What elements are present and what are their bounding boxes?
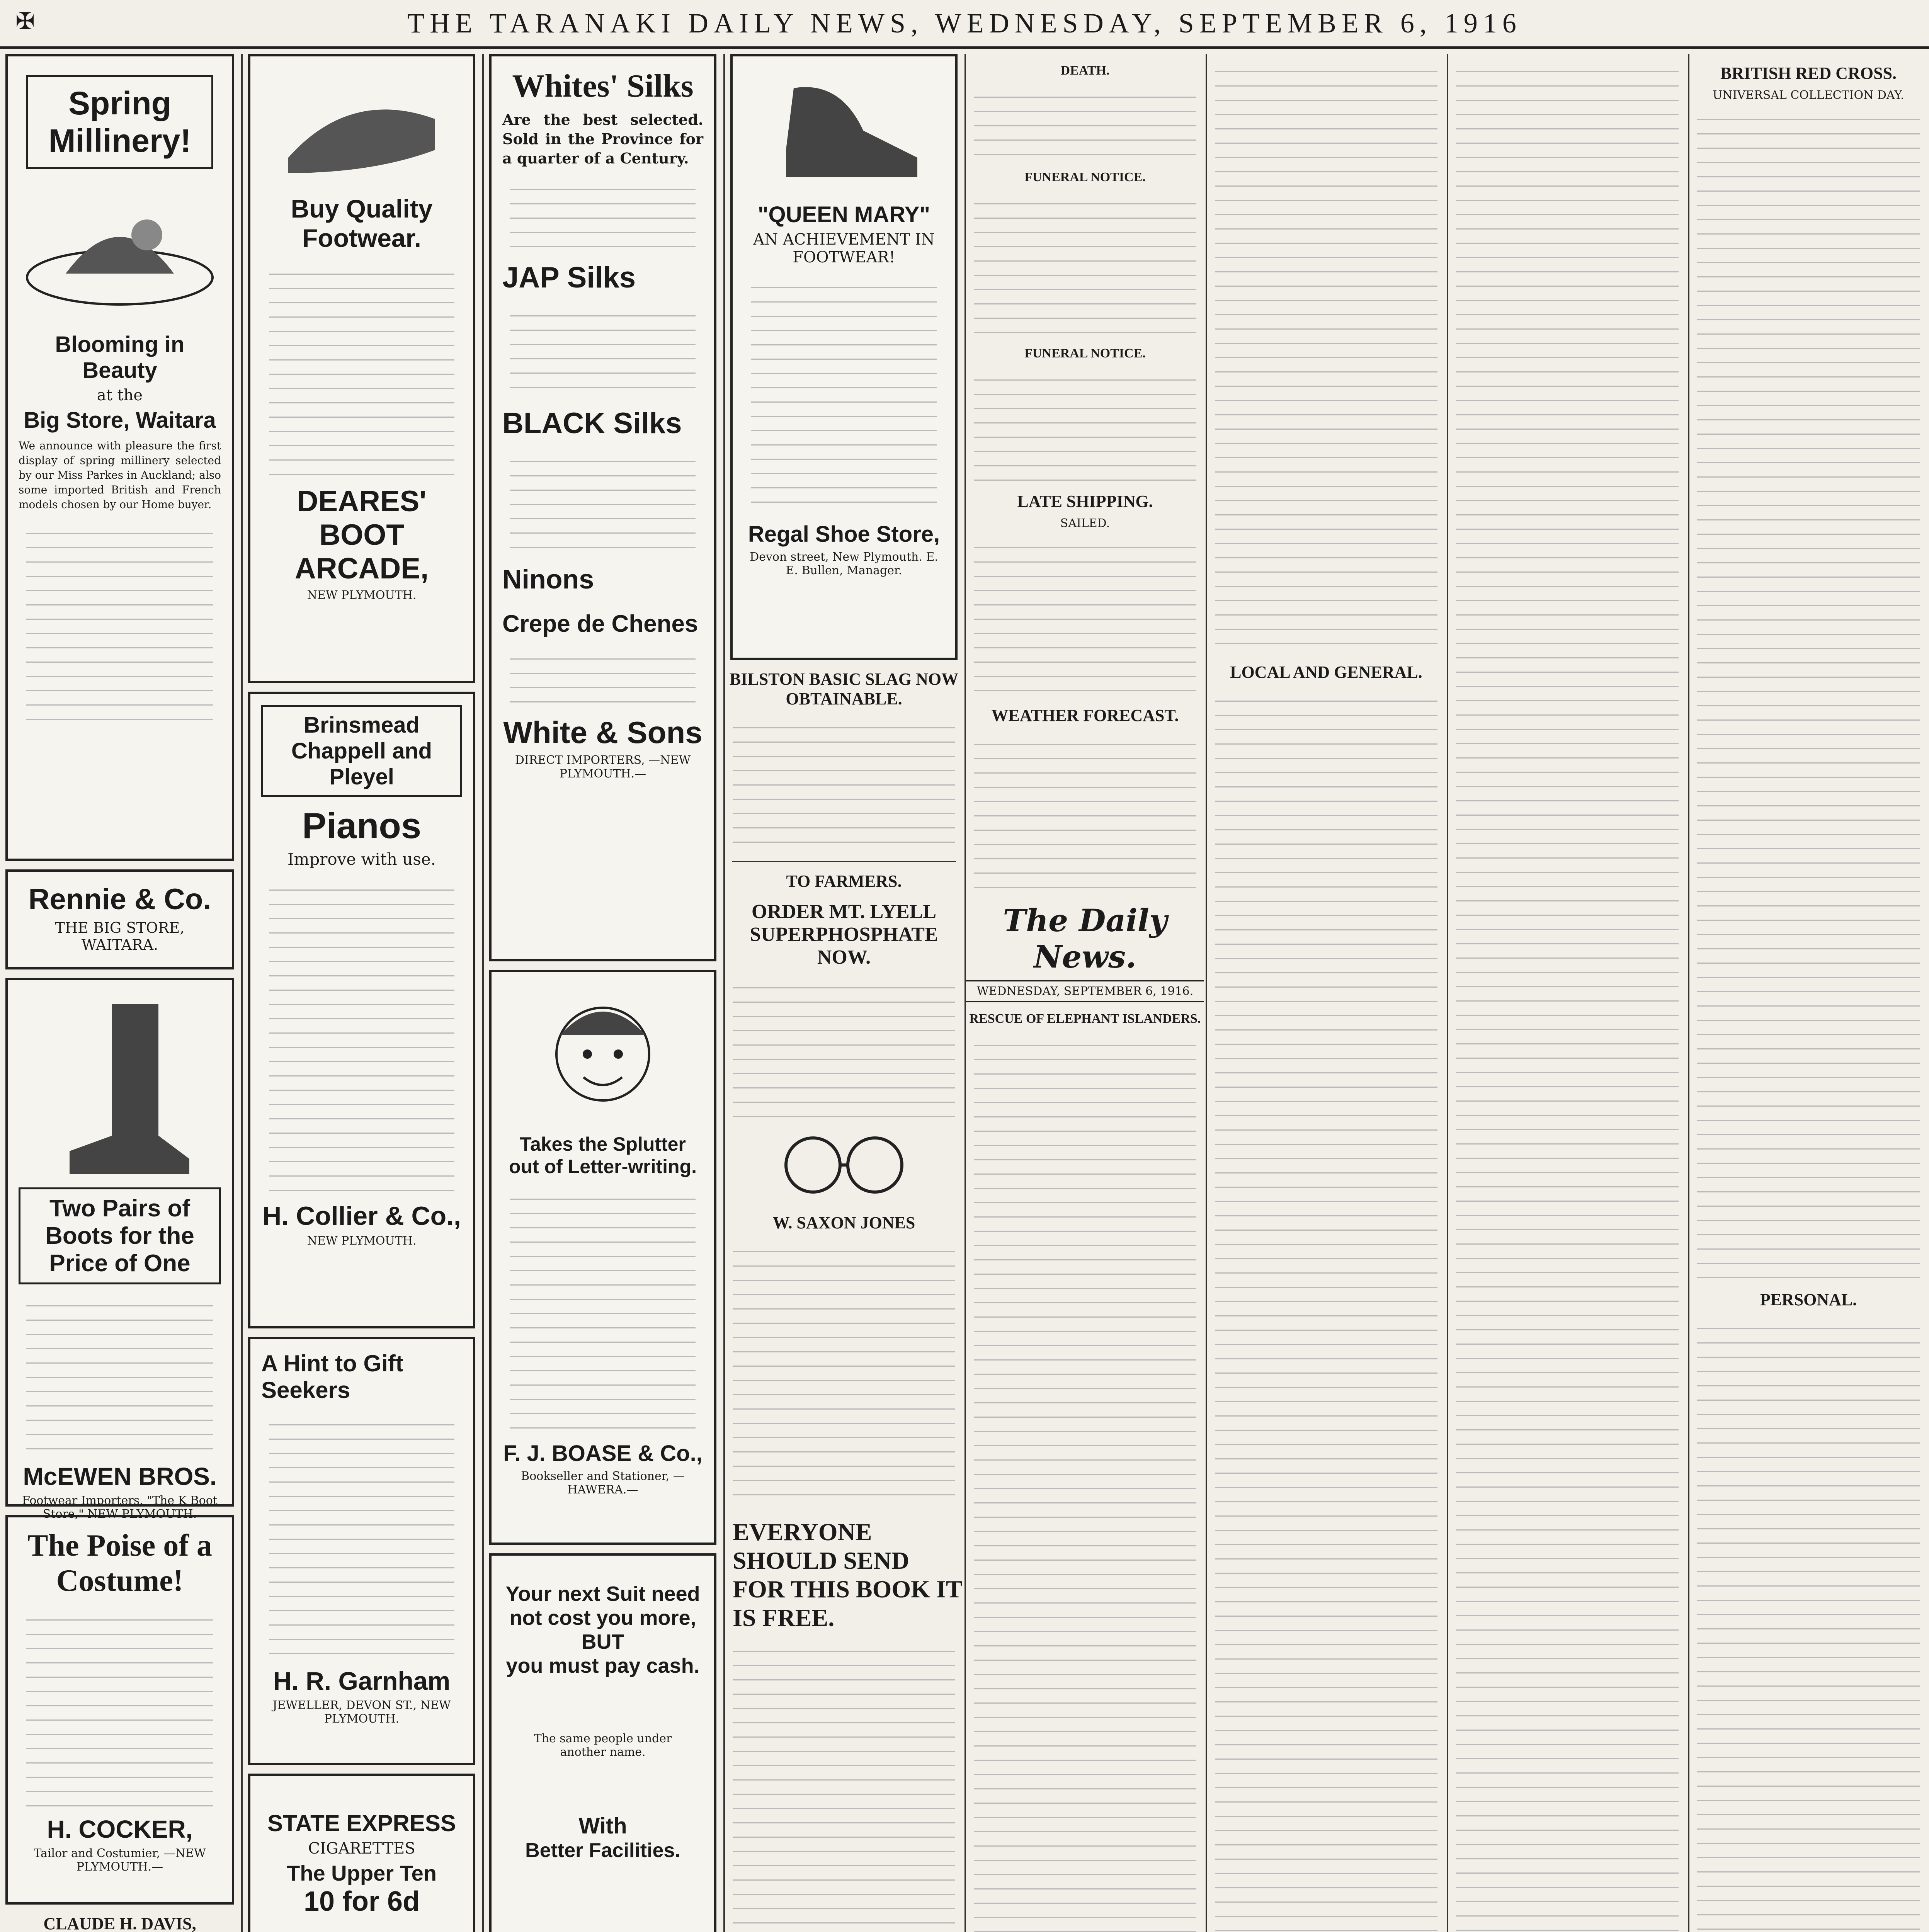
regal-name: Regal Shoe Store,: [748, 522, 940, 547]
body-text-block: [974, 190, 1196, 337]
boots-heading: Two Pairs of Boots for the Price of One: [19, 1187, 221, 1284]
at-the-text: at the: [97, 386, 143, 404]
divider: [732, 861, 956, 862]
collier-ad: [248, 692, 475, 1328]
suit-heading: Your next Suit need not cost you more,: [505, 1582, 700, 1629]
body-text-block: [1697, 106, 1920, 1281]
body-text-block: [269, 1411, 454, 1658]
personal-heading: PERSONAL.: [1760, 1290, 1857, 1309]
deares-sub: NEW PLYMOUTH.: [307, 588, 417, 602]
body-text-block: [26, 1606, 213, 1807]
body-text-block: [510, 1185, 696, 1433]
gift-heading: A Hint to Gift Seekers: [261, 1350, 403, 1403]
rennie-ad: [5, 869, 234, 969]
cocker-ad: [5, 1515, 234, 1905]
deares-name: DEARES' BOOT ARCADE,: [294, 485, 429, 585]
body-text-block: [974, 1032, 1196, 1932]
sailed-label: SAILED.: [1060, 517, 1110, 530]
column-7: [1448, 54, 1686, 1932]
pianos-makers: Brinsmead Chappell and Pleyel: [261, 705, 462, 797]
boase-ad: [489, 970, 716, 1545]
mcewen-sub: Footwear Importers. "The K Boot Store," NEW PLYMOUTH.: [22, 1494, 218, 1521]
but-label: BUT: [581, 1630, 624, 1653]
body-text-block: [26, 1292, 213, 1454]
column-2: [243, 54, 481, 1932]
boase-name: F. J. BOASE & Co.,: [503, 1441, 703, 1466]
jap-silks-heading: JAP Silks: [502, 261, 636, 294]
boy-illustration-icon: [537, 988, 669, 1128]
black-silks-heading: BLACK Silks: [502, 407, 682, 440]
death-heading: DEATH.: [1060, 63, 1110, 78]
local-general-heading: LOCAL AND GENERAL.: [1230, 663, 1422, 682]
regal-ad: [730, 54, 958, 660]
paper-date: WEDNESDAY, SEPTEMBER 6, 1916.: [966, 980, 1204, 1002]
funeral-heading-2: FUNERAL NOTICE.: [1024, 346, 1146, 361]
body-text-block: [974, 534, 1196, 696]
white-sons-name: White & Sons: [503, 715, 703, 750]
splutter-heading: Takes the Splutter out of Letter-writing.: [509, 1133, 697, 1177]
crepe-heading: Crepe de Chenes: [502, 611, 698, 637]
ninons-heading: Ninons: [502, 564, 594, 594]
pianos-sub: Improve with use.: [287, 850, 436, 869]
cocker-name: H. COCKER,: [47, 1815, 193, 1843]
cocker-sub: Tailor and Costumier, —NEW PLYMOUTH.—: [34, 1847, 206, 1874]
body-text-block: [751, 274, 937, 514]
whites-silks-heading: Whites' Silks: [512, 68, 694, 104]
poise-heading: The Poise of a Costume!: [27, 1529, 212, 1598]
body-text-block: [733, 1638, 955, 1932]
shipping-heading: LATE SHIPPING.: [1017, 492, 1153, 511]
slag-heading: BILSTON BASIC SLAG NOW OBTAINABLE.: [729, 670, 959, 708]
rennie-address: THE BIG STORE, WAITARA.: [55, 919, 185, 953]
body-text-block: [733, 714, 955, 853]
red-cross-heading: BRITISH RED CROSS.: [1720, 64, 1897, 83]
boot-illustration-icon: [46, 997, 193, 1182]
body-text-block: [733, 1238, 955, 1509]
rescue-heading: RESCUE OF ELEPHANT ISLANDERS.: [969, 1012, 1201, 1026]
millinery-ad: [5, 54, 234, 861]
cash-label: you must pay cash.: [506, 1654, 700, 1677]
davis-heading: CLAUDE H. DAVIS,: [43, 1914, 196, 1932]
price-label: 10 for 6d: [303, 1886, 420, 1917]
rennie-name: Rennie & Co.: [28, 883, 211, 916]
body-text-block: [974, 731, 1196, 893]
garnham-sub: JEWELLER, DEVON ST., NEW PLYMOUTH.: [272, 1699, 451, 1726]
superphosphate-heading: ORDER MT. LYELL SUPERPHOSPHATE NOW.: [750, 901, 938, 968]
upper-ten-label: The Upper Ten: [287, 1861, 437, 1885]
body-text-block: [26, 520, 213, 721]
masthead-title: THE TARANAKI DAILY NEWS, WEDNESDAY, SEPTEMBER 6, 1916: [407, 7, 1522, 39]
body-text-block: [974, 366, 1196, 482]
body-text-block: [733, 974, 955, 1121]
millinery-intro: We announce with pleasure the first display of spring millinery selected by our Miss Parkes in Auckland; also some imported British and French models chosen by our Home buyer.: [19, 439, 221, 511]
queen-mary-sub: AN ACHIEVEMENT IN FOOTWEAR!: [753, 231, 935, 266]
regal-sub: Devon street, New Plymouth. E. E. Bullen, Manager.: [750, 550, 938, 577]
boots-ad: [5, 978, 234, 1521]
column-6: [1207, 54, 1445, 1932]
body-text-block: [510, 448, 696, 556]
body-text-block: [1215, 687, 1437, 1932]
collier-sub: NEW PLYMOUTH.: [307, 1234, 417, 1248]
garnham-name: H. R. Garnham: [273, 1667, 451, 1695]
modern-tailors-ad: [489, 1553, 716, 1932]
everyone-heading: EVERYONE SHOULD SEND FOR THIS BOOK IT IS FREE.: [733, 1518, 962, 1631]
body-text-block: [269, 876, 454, 1193]
spectacles-illustration-icon: [774, 1126, 913, 1204]
white-sons-sub: DIRECT IMPORTERS, —NEW PLYMOUTH.—: [515, 753, 691, 781]
body-text-block: [510, 302, 696, 399]
farmers-heading: TO FARMERS.: [786, 872, 902, 891]
hat-illustration-icon: [19, 177, 220, 324]
better-label: Better Facilities.: [525, 1839, 680, 1862]
mcewen-name: McEWEN BROS.: [23, 1463, 217, 1490]
cigarettes-label: CIGARETTES: [308, 1840, 415, 1857]
buy-quality-heading: Buy Quality Footwear.: [291, 194, 433, 252]
body-text-block: [1697, 1315, 1920, 1932]
column-1: [0, 54, 240, 1932]
pianos-heading: Pianos: [302, 805, 422, 846]
state-express-heading: STATE EXPRESS: [267, 1810, 456, 1836]
universal-collection-sub: UNIVERSAL COLLECTION DAY.: [1713, 88, 1904, 102]
same-people-text: The same people under another name.: [534, 1732, 672, 1759]
body-text-block: [974, 83, 1196, 161]
column-4: [725, 54, 963, 1932]
slipper-illustration-icon: [273, 73, 451, 189]
body-text-block: [510, 645, 696, 707]
white-sons-ad: [489, 54, 716, 961]
funeral-heading: FUNERAL NOTICE.: [1024, 170, 1146, 184]
spring-heading: Spring Millinery!: [26, 75, 213, 169]
with-label: With: [578, 1813, 627, 1838]
paper-title: The Daily News.: [1003, 902, 1167, 975]
body-text-block: [269, 260, 454, 477]
saxon-jones-heading: W. SAXON JONES: [772, 1213, 915, 1232]
queen-mary-heading: "QUEEN MARY": [758, 202, 930, 227]
weather-heading: WEATHER FORECAST.: [991, 706, 1179, 725]
collier-name: H. Collier & Co.,: [262, 1201, 461, 1231]
state-express-ad: [248, 1774, 475, 1932]
masthead: [0, 0, 1929, 49]
column-8: [1689, 54, 1927, 1932]
body-text-block: [1456, 58, 1679, 1932]
column-5: [966, 54, 1204, 1932]
deares-ad: [248, 54, 475, 683]
boase-sub: Bookseller and Stationer, —HAWERA.—: [521, 1469, 685, 1497]
whites-sub: Are the best selected. Sold in the Province for a quarter of a Century.: [502, 111, 703, 167]
body-text-block: [1215, 58, 1437, 653]
store-name: Big Store, Waitara: [24, 408, 216, 433]
shoe-illustration-icon: [763, 73, 925, 196]
garnham-ad: [248, 1337, 475, 1765]
corner-mark-icon: ✠: [15, 8, 35, 35]
blooming-heading: Blooming in Beauty: [55, 332, 185, 383]
body-text-block: [510, 176, 696, 253]
column-3: [484, 54, 722, 1932]
